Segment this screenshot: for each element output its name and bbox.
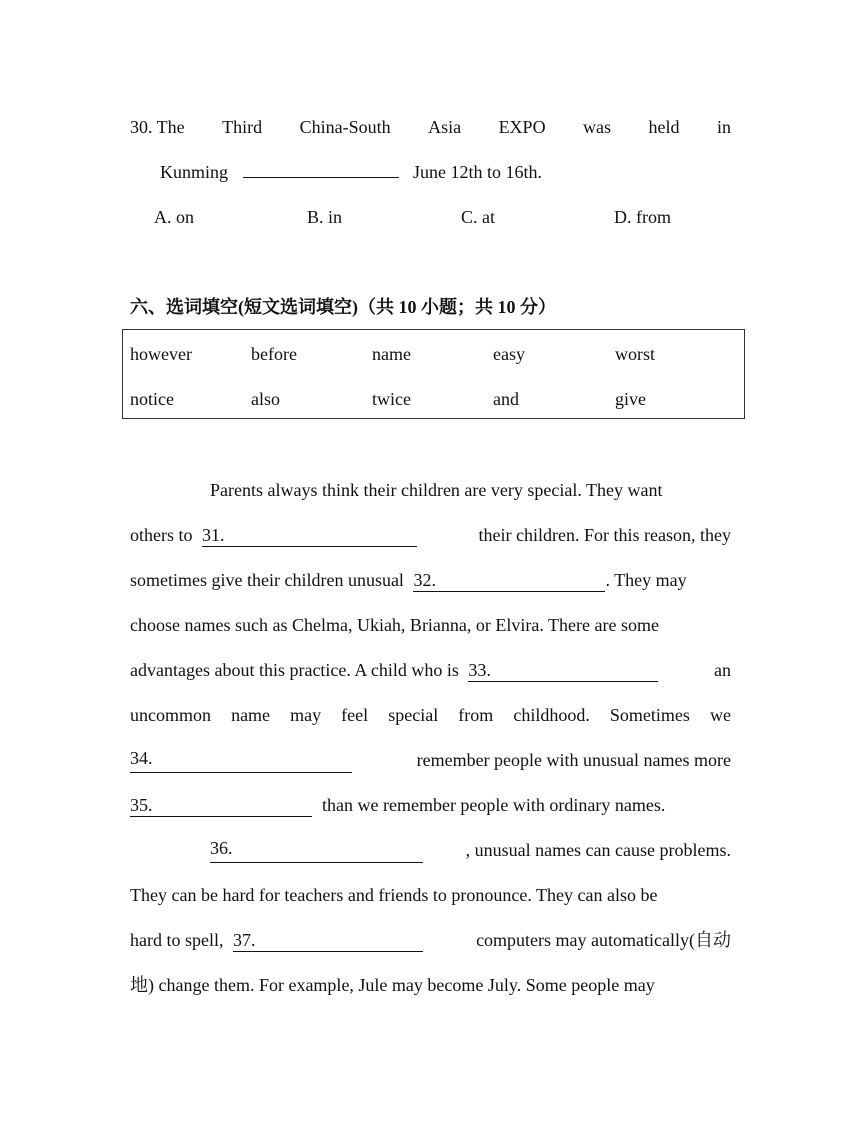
- blank-35[interactable]: 35.: [130, 794, 312, 817]
- question-30-line2: [160, 159, 542, 185]
- passage-line-12: 地) change them. For example, Jule may become July. Some people may: [130, 975, 655, 995]
- word-bank-item: also: [251, 389, 280, 409]
- passage-line-9: [210, 837, 731, 863]
- q30-text-after-blank: June 12th to 16th.: [413, 162, 543, 182]
- word-bank-item: easy: [493, 344, 525, 364]
- q30-word: in: [716, 117, 731, 137]
- passage-word: childhood.: [513, 705, 590, 725]
- q30-word: Third: [222, 117, 263, 137]
- word-bank-item: however: [130, 344, 192, 364]
- q30-word: was: [583, 117, 612, 137]
- passage-text: hard to spell,: [130, 930, 224, 950]
- passage-word: we: [709, 705, 731, 725]
- q30-word: EXPO: [498, 117, 546, 137]
- option-b[interactable]: B. in: [307, 207, 343, 227]
- option-a[interactable]: A. on: [154, 207, 194, 227]
- word-bank-item: give: [615, 389, 646, 409]
- word-bank-item: name: [372, 344, 411, 364]
- blank-37[interactable]: 37.: [233, 929, 423, 952]
- passage-text: , unusual names can cause problems.: [465, 840, 731, 860]
- passage-line-7: [130, 747, 731, 773]
- q30-answer-blank[interactable]: [243, 159, 399, 178]
- section-title: 六、选词填空(短文选词填空)（共 10 小题；共 10 分）: [130, 297, 556, 317]
- passage-line-5: [130, 657, 731, 683]
- blank-34[interactable]: 34.: [130, 747, 352, 773]
- blank-36[interactable]: 36.: [210, 837, 423, 863]
- passage-line-8: [130, 792, 731, 818]
- word-bank-item: twice: [372, 389, 411, 409]
- passage-word: may: [290, 705, 322, 725]
- blank-31[interactable]: 31.: [202, 524, 417, 547]
- passage-text: their children. For this reason, they: [478, 525, 731, 545]
- q30-text-before-blank: Kunming: [160, 162, 229, 182]
- q30-word: 30. The: [130, 117, 185, 137]
- passage-text: than we remember people with ordinary names.: [322, 795, 666, 815]
- passage-text: others to: [130, 525, 193, 545]
- passage-line-11: [130, 927, 731, 953]
- passage-text: remember people with unusual names more: [416, 750, 731, 770]
- blank-33[interactable]: 33.: [468, 659, 658, 682]
- passage-word: name: [231, 705, 271, 725]
- q30-word: held: [648, 117, 680, 137]
- word-bank-item: notice: [130, 389, 174, 409]
- question-30-line1: [130, 114, 731, 140]
- passage-line-4: choose names such as Chelma, Ukiah, Brianna, or Elvira. There are some: [130, 615, 659, 635]
- passage-word: uncommon: [130, 705, 211, 725]
- word-bank-box: [122, 329, 745, 419]
- passage-word: feel: [341, 705, 369, 725]
- passage-line-3: [130, 567, 731, 593]
- q30-word: China-South: [299, 117, 391, 137]
- passage-line-1: Parents always think their children are very special. They want: [210, 480, 663, 500]
- q30-options: [154, 204, 714, 230]
- passage-word: special: [388, 705, 439, 725]
- passage-word: Sometimes: [609, 705, 690, 725]
- passage-text: advantages about this practice. A child who is: [130, 660, 459, 680]
- passage-text: . They may: [605, 570, 687, 590]
- q30-word: Asia: [428, 117, 462, 137]
- passage-word: from: [458, 705, 494, 725]
- passage-line-2: [130, 522, 731, 548]
- word-bank-item: before: [251, 344, 297, 364]
- passage-text: computers may automatically(自动: [476, 930, 731, 950]
- word-bank-item: worst: [615, 344, 655, 364]
- word-bank-item: and: [493, 389, 519, 409]
- passage-text: an: [714, 660, 731, 680]
- blank-32[interactable]: 32.: [413, 569, 605, 592]
- option-d[interactable]: D. from: [614, 207, 671, 227]
- passage-line-10: They can be hard for teachers and friends to pronounce. They can also be: [130, 885, 658, 905]
- option-c[interactable]: C. at: [461, 207, 495, 227]
- passage-line-6: [130, 702, 731, 728]
- passage-text: sometimes give their children unusual: [130, 570, 404, 590]
